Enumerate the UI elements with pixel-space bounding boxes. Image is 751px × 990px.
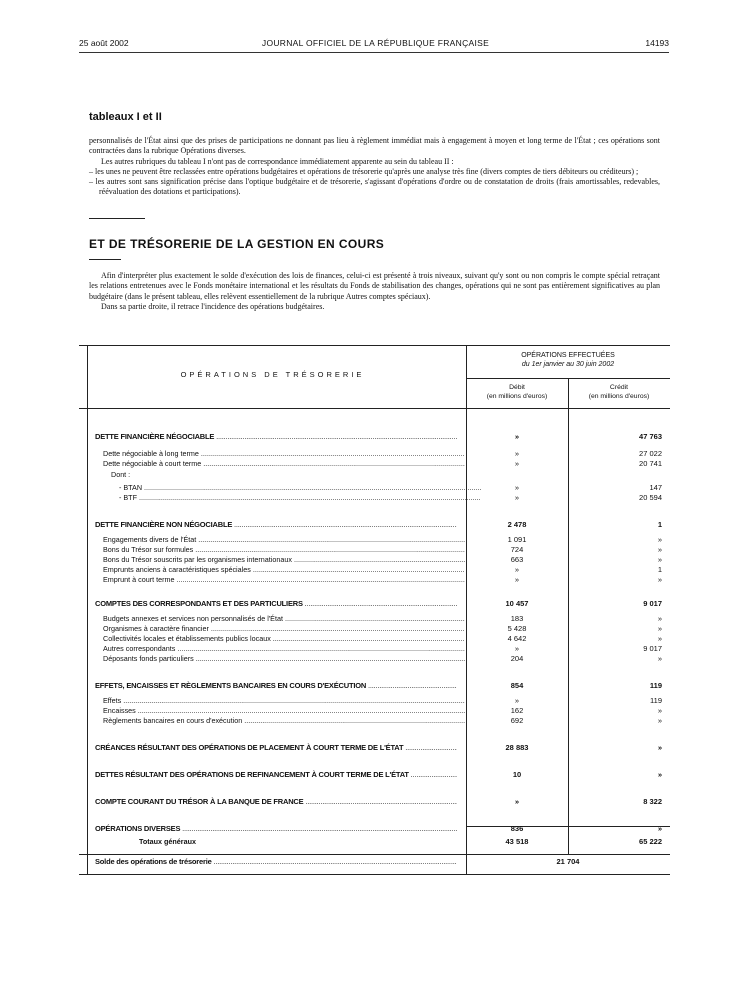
table-row bbox=[79, 770, 670, 780]
debit-cell: 4 642 bbox=[507, 634, 527, 643]
section1-para-4: – les autres sont sans signification précise dans l'optique budgétaire et de trésorerie, s'agissant d'opérations d'ordre ou de constatation de droits (frais amortissables, redevables, réévaluation des dotations et participations). bbox=[89, 177, 660, 197]
credit-cell: 27 022 bbox=[639, 449, 662, 458]
debit-cell: » bbox=[514, 565, 520, 574]
row-label: Dette négociable à court terme ..... bbox=[103, 459, 465, 469]
debit-cell: 28 883 bbox=[505, 743, 529, 752]
header-date: 25 août 2002 bbox=[79, 38, 129, 48]
debit-header-line1: Débit bbox=[509, 384, 525, 391]
row-label: CRÉANCES RÉSULTANT DES OPÉRATIONS DE PLACEMENT À COURT TERME DE L'ÉTAT ..... bbox=[95, 743, 457, 753]
credit-cell: » bbox=[657, 743, 662, 752]
debit-cell: » bbox=[514, 459, 520, 468]
row-label: DETTES RÉSULTANT DES OPÉRATIONS DE REFINANCEMENT À COURT TERME DE L'ÉTAT ..... bbox=[95, 770, 457, 780]
credit-cell: » bbox=[657, 575, 662, 584]
debit-cell: 692 bbox=[510, 716, 524, 725]
credit-cell: 47 763 bbox=[639, 432, 662, 441]
credit-cell: 1 bbox=[657, 565, 662, 574]
row-label: Organismes à caractère financier ..... bbox=[103, 624, 465, 634]
row-label: Effets ..... bbox=[103, 696, 465, 706]
row-label: DETTE FINANCIÈRE NÉGOCIABLE ..... bbox=[95, 432, 457, 442]
credit-cell: » bbox=[657, 706, 662, 715]
debit-cell: 43 518 bbox=[505, 837, 529, 846]
debit-cell: » bbox=[514, 575, 520, 584]
row-label: Bons du Trésor souscrits par les organismes internationaux ..... bbox=[103, 555, 465, 565]
table-row bbox=[79, 706, 670, 716]
table-row bbox=[79, 555, 670, 565]
credit-cell: 20 594 bbox=[639, 493, 662, 502]
row-label: Autres correspondants ..... bbox=[103, 644, 465, 654]
table-row bbox=[79, 837, 670, 847]
debit-column-header bbox=[466, 384, 568, 401]
table-row bbox=[79, 575, 670, 585]
solde-label: Solde des opérations de trésorerie ..... bbox=[95, 857, 457, 867]
table-row bbox=[79, 565, 670, 575]
row-label: DETTE FINANCIÈRE NON NÉGOCIABLE ..... bbox=[95, 520, 457, 530]
table-row bbox=[79, 624, 670, 634]
credit-cell: 8 322 bbox=[643, 797, 662, 806]
credit-cell: » bbox=[657, 555, 662, 564]
row-label: Engagements divers de l'État ..... bbox=[103, 535, 465, 545]
credit-cell: » bbox=[657, 545, 662, 554]
divider bbox=[89, 218, 145, 219]
section2-title: ET DE TRÉSORERIE DE LA GESTION EN COURS bbox=[89, 237, 385, 251]
debit-cell: » bbox=[514, 449, 520, 458]
divider bbox=[89, 259, 121, 260]
table-border-left bbox=[87, 346, 88, 874]
credit-cell: 65 222 bbox=[639, 837, 662, 846]
table-row bbox=[79, 614, 670, 624]
credit-header-line2: (en millions d'euros) bbox=[588, 392, 650, 400]
table-row bbox=[79, 634, 670, 644]
row-label: Emprunts anciens à caractéristiques spéciales ..... bbox=[103, 565, 465, 575]
section2-para-2: Dans sa partie droite, il retrace l'incidence des opérations budgétaires. bbox=[101, 301, 325, 311]
header-bottom-rule bbox=[79, 408, 670, 409]
credit-cell: » bbox=[657, 614, 662, 623]
credit-header-line1: Crédit bbox=[609, 384, 629, 391]
debit-cell: 162 bbox=[510, 706, 524, 715]
debit-cell: » bbox=[514, 432, 520, 441]
credit-cell: » bbox=[657, 634, 662, 643]
debit-cell: » bbox=[514, 797, 520, 806]
table-row bbox=[79, 644, 670, 654]
credit-cell: » bbox=[657, 535, 662, 544]
table-row bbox=[79, 716, 670, 726]
solde-value: 21 704 bbox=[556, 857, 580, 866]
debit-cell: 183 bbox=[510, 614, 524, 623]
section1-para-1: personnalisés de l'État ainsi que des prises de participations ne donnant pas lieu à règlement immédiat mais à engagement à moyen et long terme de l'État ; ces opérations sont contractées dans la rubrique Opérations diverses. bbox=[89, 136, 660, 156]
table-row bbox=[79, 449, 670, 459]
section1-para-2: Les autres rubriques du tableau I n'ont pas de correspondance immédiatement apparente au sein du tableau II : bbox=[101, 156, 454, 166]
table-row bbox=[79, 545, 670, 555]
debit-cell: 663 bbox=[510, 555, 524, 564]
credit-cell: 9 017 bbox=[643, 644, 662, 653]
table-row bbox=[79, 696, 670, 706]
journal-title: JOURNAL OFFICIEL DE LA RÉPUBLIQUE FRANÇAISE bbox=[261, 38, 490, 48]
row-label: - BTF ..... bbox=[119, 493, 481, 503]
row-label: Bons du Trésor sur formules ..... bbox=[103, 545, 465, 555]
effected-header-line2: du 1er janvier au 30 juin 2002 bbox=[521, 361, 615, 368]
debit-header-line2: (en millions d'euros) bbox=[486, 392, 548, 400]
credit-cell: » bbox=[657, 716, 662, 725]
credit-column-header bbox=[568, 384, 670, 401]
debit-cell: » bbox=[514, 493, 520, 502]
section2-para-1: Afin d'interpréter plus exactement le solde d'exécution des lois de finances, celui-ci est présenté à trois niveaux, suivant qu'y sont ou non compris le compte spécial retraçant les relations entretenues avec le Fonds monétaire international et les résultats du Fonds de stabilisation des changes, opérations qui ne sont pas entièrement significatives au plan budgétaire (dans le présent tableau, elles relèvent essentiellement de la rubrique Autres comptes spéciaux). bbox=[89, 271, 660, 301]
table-row bbox=[79, 470, 670, 480]
credit-cell: » bbox=[657, 654, 662, 663]
table-row bbox=[79, 459, 670, 469]
column-separator bbox=[466, 346, 467, 874]
debit-cell: 1 091 bbox=[507, 535, 527, 544]
row-label: Règlements bancaires en cours d'exécution ..... bbox=[103, 716, 465, 726]
debit-cell: 10 bbox=[512, 770, 522, 779]
table-row bbox=[79, 797, 670, 807]
debit-cell: 5 428 bbox=[507, 624, 527, 633]
solde-row bbox=[79, 857, 670, 867]
credit-cell: » bbox=[657, 624, 662, 633]
table-row bbox=[79, 599, 670, 609]
row-label: COMPTE COURANT DU TRÉSOR À LA BANQUE DE FRANCE ..... bbox=[95, 797, 457, 807]
debit-cell: » bbox=[514, 483, 520, 492]
section1-text bbox=[89, 136, 660, 198]
row-label: OPÉRATIONS DIVERSES ..... bbox=[95, 824, 457, 834]
row-label: COMPTES DES CORRESPONDANTS ET DES PARTICULIERS ..... bbox=[95, 599, 457, 609]
effected-operations-header bbox=[466, 351, 670, 369]
section1-para-3: – les unes ne peuvent être reclassées entre opérations budgétaires et opérations de trésorerie qu'après une analyse très fine (divers comptes de tiers débiteurs ou créditeurs) ; bbox=[89, 166, 639, 176]
table-row bbox=[79, 535, 670, 545]
page-number: 14193 bbox=[645, 38, 669, 48]
debit-cell: » bbox=[514, 644, 520, 653]
credit-cell: 9 017 bbox=[643, 599, 662, 608]
credit-cell: 20 741 bbox=[639, 459, 662, 468]
row-label: Budgets annexes et services non personnalisés de l'État ..... bbox=[103, 614, 465, 624]
debit-cell: 2 478 bbox=[507, 520, 527, 529]
row-label: Dont : bbox=[111, 470, 131, 479]
table-row bbox=[79, 432, 670, 442]
row-label: Dette négociable à long terme ..... bbox=[103, 449, 465, 459]
debit-cell: 724 bbox=[510, 545, 524, 554]
credit-cell: » bbox=[657, 770, 662, 779]
table-row bbox=[79, 681, 670, 691]
row-label: Déposants fonds particuliers ..... bbox=[103, 654, 465, 664]
table-row bbox=[79, 483, 670, 493]
row-label: Encaisses ..... bbox=[103, 706, 465, 716]
header-divider bbox=[466, 378, 670, 379]
ops-column-header: OPÉRATIONS DE TRÉSORERIE bbox=[180, 370, 365, 379]
header-rule bbox=[79, 52, 669, 53]
row-label: - BTAN ..... bbox=[119, 483, 481, 493]
credit-cell: 147 bbox=[649, 483, 662, 492]
credit-cell: 1 bbox=[657, 520, 662, 529]
section1-title: tableaux I et II bbox=[89, 111, 162, 123]
credit-cell: 119 bbox=[649, 681, 662, 690]
credit-cell: 119 bbox=[650, 696, 662, 705]
row-label: Totaux généraux bbox=[139, 837, 196, 846]
credit-cell: » bbox=[657, 824, 662, 833]
table-row bbox=[79, 520, 670, 530]
table-row bbox=[79, 743, 670, 753]
table-row bbox=[79, 824, 670, 834]
table-row bbox=[79, 493, 670, 503]
row-label: EFFETS, ENCAISSES ET RÈGLEMENTS BANCAIRES EN COURS D'EXÉCUTION ..... bbox=[95, 681, 457, 691]
debit-cell: 836 bbox=[510, 824, 524, 833]
table-row bbox=[79, 654, 670, 664]
debit-cell: 204 bbox=[510, 654, 524, 663]
solde-rule bbox=[79, 854, 670, 855]
effected-header-line1: OPÉRATIONS EFFECTUÉES bbox=[521, 352, 615, 359]
debit-cell: 10 457 bbox=[505, 599, 529, 608]
treasury-operations-table bbox=[79, 345, 670, 875]
debit-cell: 854 bbox=[510, 681, 524, 690]
section2-text bbox=[89, 271, 660, 312]
row-label: Emprunt à court terme ..... bbox=[103, 575, 465, 585]
row-label: Collectivités locales et établissements publics locaux ..... bbox=[103, 634, 465, 644]
debit-cell: » bbox=[514, 696, 520, 705]
